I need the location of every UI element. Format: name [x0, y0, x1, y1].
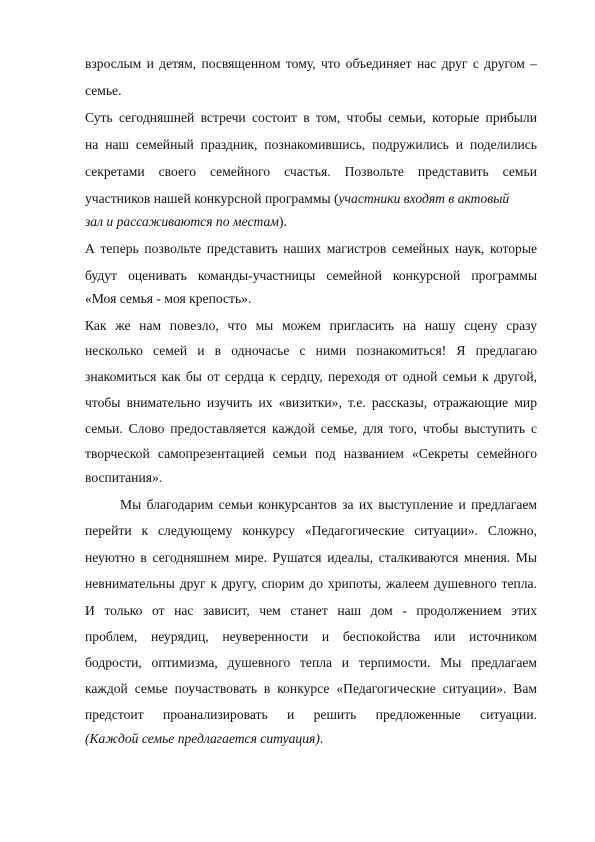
text-span: участников нашей конкурсной программы (	[85, 191, 339, 206]
italic-stage-direction: зал и рассаживаются по местам	[85, 214, 279, 229]
text-line: Суть сегодняшней встречи состоит в том, чтобы семьи, которые прибыли	[85, 110, 537, 125]
text-line: бодрости, оптимизма, душевного тепла и терпимости. Мы предлагаем	[85, 655, 537, 670]
text-line: на наш семейный праздник, познакомившись, подружились и поделились	[85, 137, 537, 152]
italic-stage-direction: участники входят в актовый	[338, 191, 510, 206]
text-line: каждой семье поучаствовать в конкурсе «Педагогические ситуации». Вам	[85, 681, 537, 696]
text-line: взрослым и детям, посвященном тому, что объединяет нас друг с другом –	[85, 56, 537, 71]
text-line: Мы благодарим семьи конкурсантов за их выступление и предлагаем	[120, 497, 537, 512]
text-line: семьи. Слово предоставляется каждой семье, для того, чтобы выступить с	[85, 421, 537, 436]
text-line: семье.	[85, 83, 122, 98]
text-line: воспитания».	[85, 470, 163, 485]
text-span: ).	[278, 214, 287, 229]
text-line: секретами своего семейного счастья. Позвольте представить семьи	[85, 164, 537, 179]
text-line-mixed	[85, 214, 537, 230]
text-line: «Моя семья - моя крепость».	[85, 291, 252, 306]
text-line: знакомиться как бы от сердца к сердцу, переходя от одной семьи к другой,	[85, 369, 537, 384]
text-line: неуютно в сегодняшнем мире. Рушатся идеалы, сталкиваются мнения. Мы	[85, 550, 537, 565]
text-line: перейти к следующему конкурсу «Педагогические ситуации». Сложно,	[85, 523, 537, 538]
italic-stage-direction: (Каждой семье предлагается ситуация)	[85, 731, 320, 746]
text-line: проблем, неурядиц, неуверенности и беспокойства или источником	[85, 629, 537, 644]
text-line: Как же нам повезло, что мы можем пригласить на нашу сцену сразу	[85, 318, 537, 333]
text-line: будут оценивать команды-участницы семейной конкурсной программы	[85, 268, 537, 283]
text-line-mixed	[85, 731, 537, 747]
text-line: предстоит проанализировать и решить предложенные ситуации.	[85, 707, 537, 722]
text-line: А теперь позвольте представить наших магистров семейных наук, которые	[85, 241, 537, 256]
text-line-mixed	[85, 191, 537, 207]
text-line: чтобы внимательно изучить их «визитки», т.е. рассказы, отражающие мир	[85, 395, 537, 410]
text-line: невнимательны друг к другу, спорим до хрипоты, жалеем душевного тепла.	[85, 576, 537, 591]
text-line: И только от нас зависит, чем станет наш дом - продолжением этих	[85, 603, 537, 618]
text-span: .	[319, 731, 324, 746]
text-line: творческой самопрезентацией семьи под названием «Секреты семейного	[85, 446, 537, 461]
text-line: несколько семей и в одночасье с ними познакомиться! Я предлагаю	[85, 343, 537, 358]
